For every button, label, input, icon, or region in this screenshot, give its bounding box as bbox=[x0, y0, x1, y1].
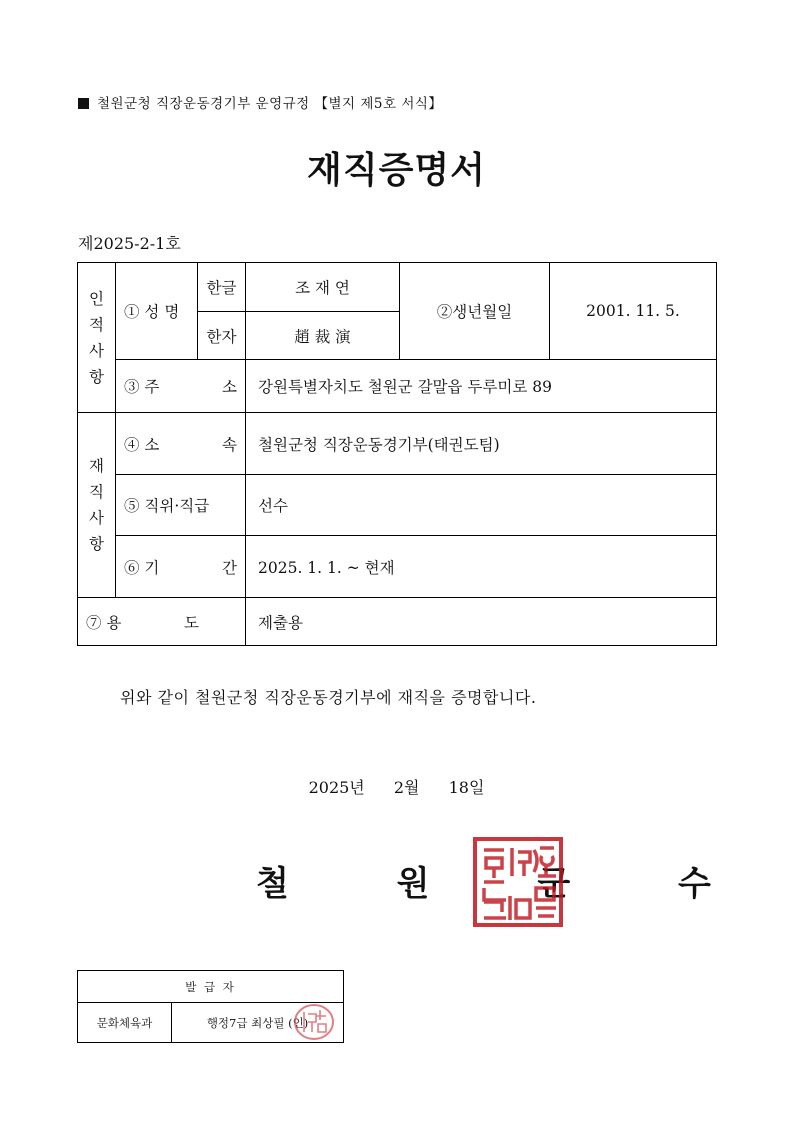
issuer-name: 철 원 군 수 bbox=[256, 864, 759, 904]
date-day: 18일 bbox=[448, 778, 485, 797]
issuer-box-header: 발 급 자 bbox=[78, 971, 344, 1003]
name-label: ① 성 명 bbox=[116, 263, 198, 360]
regulation-text: 철원군청 직장운동경기부 운영규정 【별지 제5호 서식】 bbox=[97, 96, 443, 112]
certification-statement: 위와 같이 철원군청 직장운동경기부에 재직을 증명합니다. bbox=[120, 688, 537, 707]
personal-section-label: 인 적 사 항 bbox=[78, 263, 116, 413]
certificate-table bbox=[77, 262, 717, 646]
purpose-value: 제출용 bbox=[246, 598, 717, 646]
birth-value: 2001. 11. 5. bbox=[550, 263, 717, 360]
hangul-label: 한글 bbox=[198, 263, 246, 312]
hanja-name-value: 趙 裁 演 bbox=[246, 312, 400, 360]
hangul-name-value: 조 재 연 bbox=[246, 263, 400, 312]
purpose-label: ⑦ 용 도 bbox=[78, 598, 246, 646]
date-month: 2월 bbox=[393, 778, 420, 797]
address-value: 강원특별자치도 철원군 갈말읍 두루미로 89 bbox=[246, 360, 717, 413]
department-label: ④ 소 속 bbox=[116, 413, 246, 475]
document-number: 제2025-2-1호 bbox=[78, 234, 181, 253]
regulation-header bbox=[78, 92, 442, 112]
period-label: ⑥ 기 간 bbox=[116, 536, 246, 598]
birth-label: ②생년월일 bbox=[400, 263, 550, 360]
position-value: 선수 bbox=[246, 475, 717, 536]
department-value: 철원군청 직장운동경기부(태권도팀) bbox=[246, 413, 717, 475]
document-title: 재직증명서 bbox=[307, 150, 486, 191]
hanja-label: 한자 bbox=[198, 312, 246, 360]
position-label: ⑤ 직위·직급 bbox=[116, 475, 246, 536]
employment-section-label: 재 직 사 항 bbox=[78, 413, 116, 598]
issue-date bbox=[0, 775, 793, 798]
address-label: ③ 주 소 bbox=[116, 360, 246, 413]
official-seal-icon bbox=[472, 836, 564, 928]
date-year: 2025년 bbox=[308, 778, 365, 797]
period-value: 2025. 1. 1. ~ 현재 bbox=[246, 536, 717, 598]
square-bullet-icon bbox=[78, 98, 89, 109]
personal-seal-icon bbox=[292, 1002, 336, 1042]
issuer-official: 행정7급 최상필 (인) bbox=[172, 1003, 344, 1043]
issuer-department: 문화체육과 bbox=[78, 1003, 172, 1043]
